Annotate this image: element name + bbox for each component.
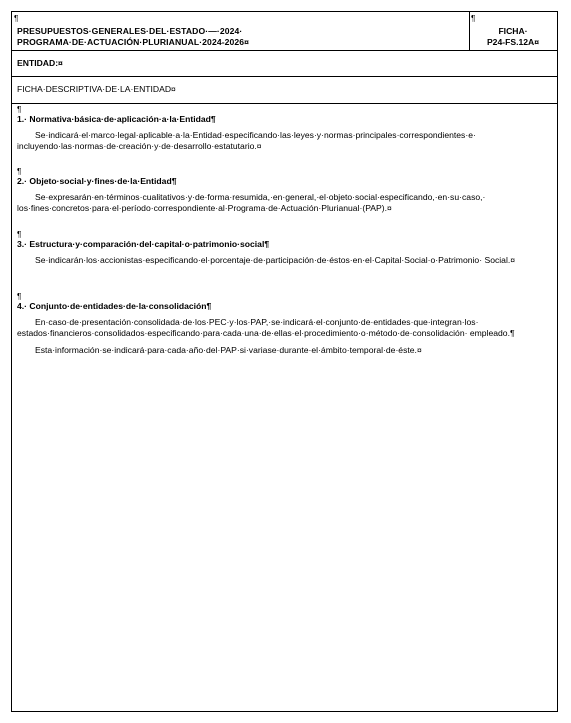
section-paragraph: Se·expresarán·en·términos·cualitativos·y·de·forma·resumida,·en·general,·el·objeto·social·especificando,·en·su·caso,· los·fines·concretos·para·el·período·correspondiente·al·Programa·de·Actuación·Plurianual·(PAP).¤	[17, 192, 486, 213]
entidad-row	[12, 50, 557, 77]
section-paragraph: Se·indicarán·los·accionistas·especificando·el·porcentaje·de·participación·de·éstos·en·el·Capital·Social·o·Patrimonio· Social.¤	[35, 255, 516, 265]
section-heading: 4.· Conjunto·de·entidades·de·la·consolidación¶	[17, 301, 212, 311]
ficha-descriptiva-row	[12, 77, 557, 104]
pilcrow-mark: ¶	[17, 292, 22, 301]
title-line-1: PRESUPUESTOS·GENERALES·DEL·ESTADO·—·2024·	[17, 26, 243, 36]
ficha-code: P24-FS.12A¤	[486, 37, 540, 47]
document-title	[17, 26, 249, 48]
entidad-label: ENTIDAD:¤	[17, 58, 63, 68]
pilcrow-mark: ¶	[14, 14, 19, 23]
section-heading: 2.· Objeto·social·y·fines·de·la·Entidad¶	[17, 176, 177, 186]
pilcrow-mark: ¶	[17, 167, 22, 176]
ficha-descriptiva-title: FICHA·DESCRIPTIVA·DE·LA·ENTIDAD¤	[17, 84, 176, 94]
section-paragraph: Esta·información·se·indicará·para·cada·año·del·PAP·si·variase·durante·el·ámbito·temporal·de·éste.¤	[35, 345, 422, 355]
ficha-code-cell	[469, 26, 557, 48]
section-3	[17, 230, 550, 266]
section-4	[17, 292, 550, 356]
section-heading: 1.· Normativa·básica·de·aplicación·a·la·Entidad¶	[17, 114, 216, 124]
section-1	[17, 105, 550, 152]
pilcrow-mark: ¶	[17, 230, 22, 239]
title-line-2: PROGRAMA·DE·ACTUACIÓN·PLURIANUAL·2024-2026¤	[17, 37, 250, 47]
pilcrow-mark: ¶	[471, 14, 476, 23]
header-row	[12, 12, 557, 51]
document-page	[11, 11, 558, 712]
section-2	[17, 167, 550, 214]
ficha-label: FICHA·	[498, 26, 528, 36]
header-title-cell	[12, 12, 470, 50]
section-paragraph: Se·indicará·el·marco·legal·aplicable·a·la·Entidad·especificando·las·leyes·y·normas·principales·correspondientes·e· incluyendo·las·normas·de·creación·y·de·desarrollo·estatutario.¤	[17, 130, 476, 151]
section-paragraph: En·caso·de·presentación·consolidada·de·los·PEC·y·los·PAP,·se·indicará·el·conjunto·de·entidades·que·integran·los· estados·financieros·consolidados·especificando·para·cada·una·de·ellas·el·procedimiento·o·método·de·consolidación· empleado.¶	[17, 317, 515, 338]
pilcrow-mark: ¶	[17, 105, 22, 114]
section-heading: 3.· Estructura·y·comparación·del·capital·o·patrimonio·social¶	[17, 239, 270, 249]
